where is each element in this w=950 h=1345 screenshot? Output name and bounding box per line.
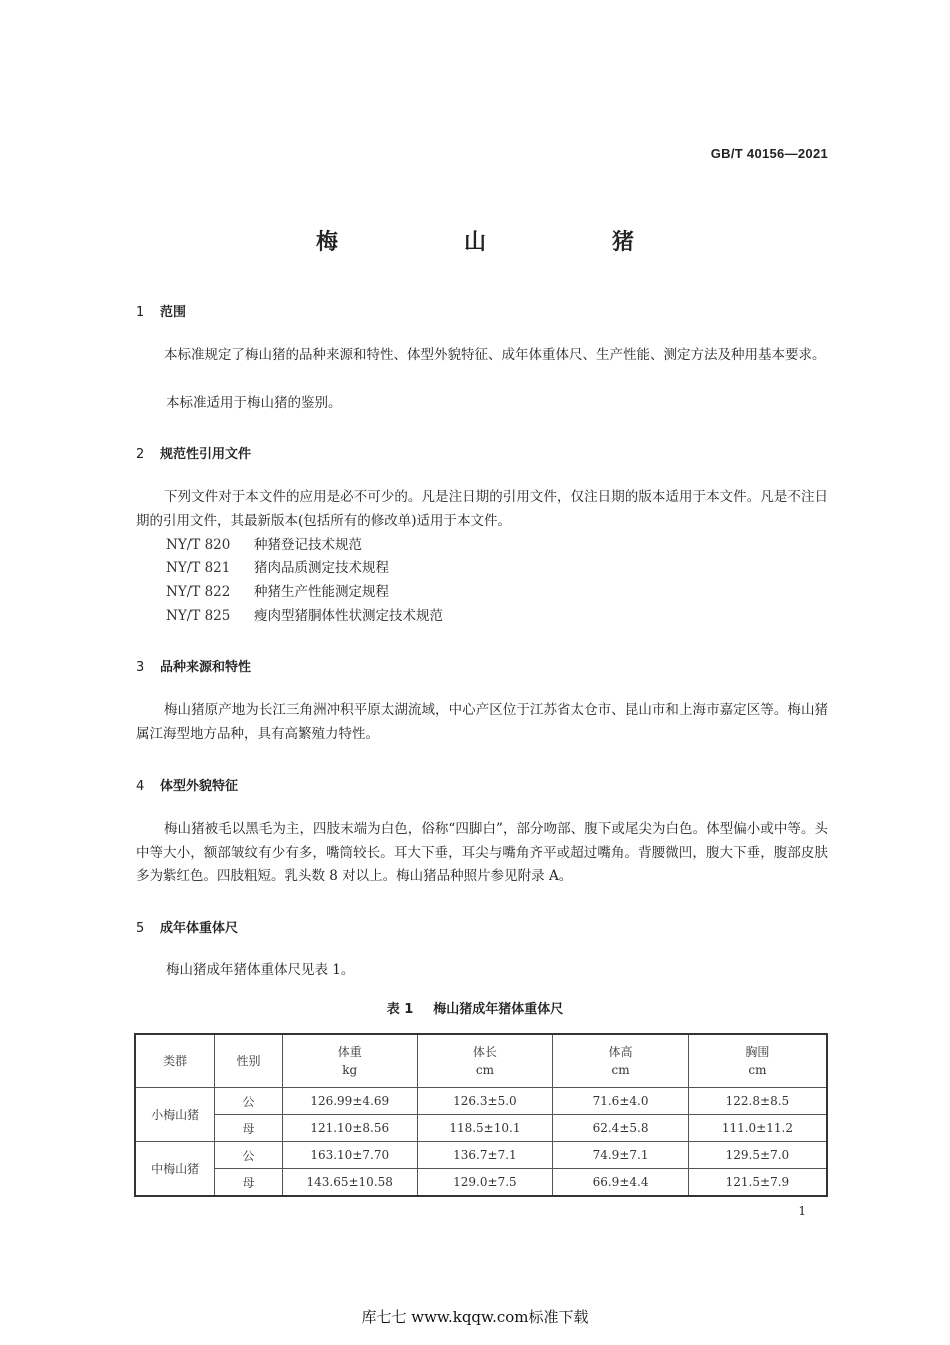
document-title: 梅 山 猪 [315, 230, 686, 255]
length-cell: 118.5±10.1 [417, 1115, 553, 1142]
section-number: 4 [136, 779, 145, 794]
group-cell: 小梅山猪 [135, 1088, 215, 1142]
reference-title: 瘦肉型猪胴体性状测定技术规范 [254, 608, 443, 624]
length-cell: 136.7±7.1 [417, 1142, 553, 1169]
section-title: 规范性引用文件 [160, 447, 252, 462]
page-number: 1 [798, 1204, 806, 1218]
header-height [553, 1034, 689, 1088]
header-name: 体高 [608, 1045, 633, 1059]
reference-item [166, 605, 443, 629]
section-heading-scope [136, 301, 186, 320]
body-size-table [134, 1033, 828, 1197]
section-number: 5 [136, 921, 145, 936]
header-unit: cm [748, 1063, 767, 1077]
standard-code: GB/T 40156—2021 [710, 146, 828, 161]
header-sex: 性别 [215, 1034, 283, 1088]
reference-title: 种猪生产性能测定规程 [254, 584, 389, 600]
table-header-row [135, 1034, 827, 1088]
section-heading-body-size [136, 917, 238, 936]
length-cell: 129.0±7.5 [417, 1169, 553, 1197]
table-row [135, 1169, 827, 1197]
table-row [135, 1088, 827, 1115]
height-cell: 71.6±4.0 [553, 1088, 689, 1115]
weight-cell: 163.10±7.70 [282, 1142, 417, 1169]
origin-paragraph: 梅山猪原产地为长江三角洲冲积平原太湖流域，中心产区位于江苏省太仓市、昆山市和上海市嘉定区等。梅山猪属江海型地方品种，具有高繁殖力特性。 [136, 702, 828, 742]
height-cell: 66.9±4.4 [553, 1169, 689, 1197]
appearance-paragraph: 梅山猪被毛以黑毛为主，四肢末端为白色，俗称“四脚白”，部分吻部、腹下或尾尖为白色。体型偏小或中等。头中等大小，额部皱纹有少有多，嘴筒较长。耳大下垂，耳尖与嘴角齐平或超过嘴角。背腰微凹，腹大下垂，腹部皮肤多为紫红色。四肢粗短。乳头数 8 对以上。梅山猪品种照片参见附录 A。 [136, 821, 828, 884]
section-title: 范围 [160, 305, 187, 320]
sex-cell: 母 [215, 1115, 283, 1142]
reference-title: 种猪登记技术规范 [254, 537, 362, 553]
header-name: 胸围 [745, 1045, 770, 1059]
header-unit: cm [475, 1063, 494, 1077]
normative-intro: 下列文件对于本文件的应用是必不可少的。凡是注日期的引用文件，仅注日期的版本适用于本文件。凡是不注日期的引用文件，其最新版本(包括所有的修改单)适用于本文件。 [136, 489, 828, 529]
section-title: 成年体重体尺 [160, 921, 239, 936]
scope-paragraph-2: 本标准适用于梅山猪的鉴别。 [166, 395, 342, 411]
footer-watermark: 库七七 www.kqqw.com标准下载 [361, 1308, 589, 1326]
scope-paragraph-1: 本标准规定了梅山猪的品种来源和特性、体型外貌特征、成年体重体尺、生产性能、测定方法及种用基本要求。 [164, 347, 826, 363]
table-row [135, 1115, 827, 1142]
length-cell: 126.3±5.0 [417, 1088, 553, 1115]
table-caption-number: 表 1 [386, 1002, 414, 1017]
chest-cell: 122.8±8.5 [688, 1088, 827, 1115]
weight-cell: 121.10±8.56 [282, 1115, 417, 1142]
reference-item [166, 534, 362, 558]
reference-code: NY/T 821 [166, 560, 231, 576]
section-title: 体型外貌特征 [160, 779, 239, 794]
reference-code: NY/T 825 [166, 608, 231, 624]
header-unit: cm [611, 1063, 630, 1077]
header-name: 体重 [337, 1045, 362, 1059]
reference-code: NY/T 822 [166, 584, 231, 600]
table-row [135, 1142, 827, 1169]
chest-cell: 121.5±7.9 [688, 1169, 827, 1197]
height-cell: 74.9±7.1 [553, 1142, 689, 1169]
sex-cell: 母 [215, 1169, 283, 1197]
header-group: 类群 [135, 1034, 215, 1088]
section-number: 2 [136, 447, 145, 462]
header-length [417, 1034, 553, 1088]
section-heading-appearance [136, 775, 238, 794]
section-heading-normative [136, 443, 251, 462]
section-number: 1 [136, 305, 145, 320]
height-cell: 62.4±5.8 [553, 1115, 689, 1142]
reference-title: 猪肉品质测定技术规程 [254, 560, 389, 576]
reference-item [166, 581, 389, 605]
reference-item [166, 557, 389, 581]
header-name: 体长 [472, 1045, 497, 1059]
reference-code: NY/T 820 [166, 537, 231, 553]
section-number: 3 [136, 660, 145, 675]
chest-cell: 111.0±11.2 [688, 1115, 827, 1142]
sex-cell: 公 [215, 1142, 283, 1169]
header-chest [688, 1034, 827, 1088]
table-caption [0, 998, 950, 1017]
body-size-paragraph: 梅山猪成年猪体重体尺见表 1。 [166, 962, 355, 978]
header-weight [282, 1034, 417, 1088]
section-heading-origin [136, 656, 251, 675]
weight-cell: 126.99±4.69 [282, 1088, 417, 1115]
table-caption-title: 梅山猪成年猪体重体尺 [433, 1002, 564, 1017]
header-unit: kg [342, 1063, 358, 1077]
section-title: 品种来源和特性 [160, 660, 252, 675]
sex-cell: 公 [215, 1088, 283, 1115]
chest-cell: 129.5±7.0 [688, 1142, 827, 1169]
group-cell: 中梅山猪 [135, 1142, 215, 1197]
weight-cell: 143.65±10.58 [282, 1169, 417, 1197]
